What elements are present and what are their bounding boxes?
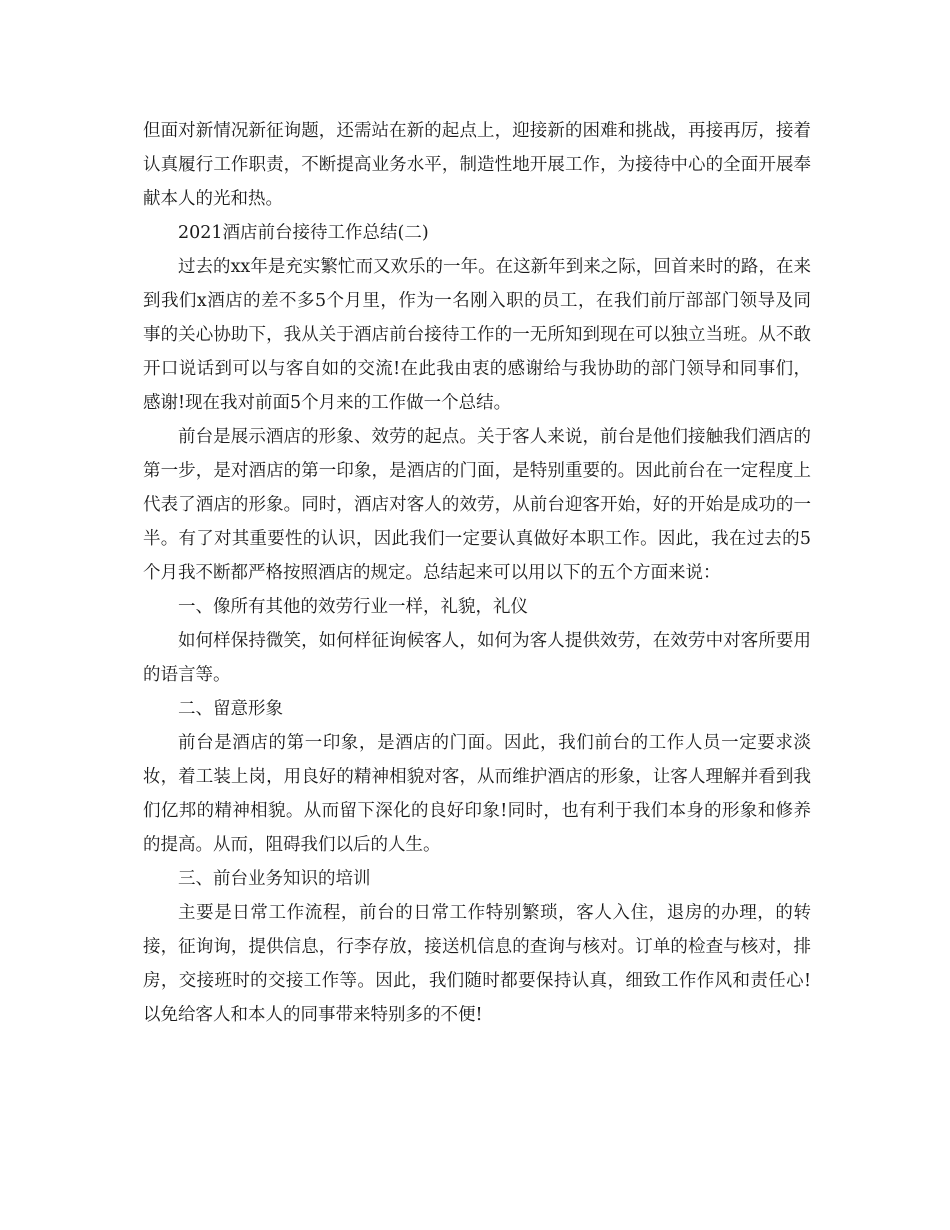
- paragraph-appearance: 前台是酒店的第一印象，是酒店的门面。因此，我们前台的工作人员一定要求淡妆，着工装上岗，用良好的精神相貌对客，从而维护酒店的形象，让客人理解并看到我们亿邦的精神相貌。从而留下深化的良好印象!同时，也有利于我们本身的形象和修养的提高。从而，阻碍我们以后的人生。: [143, 733, 811, 855]
- subheading-training: 三、前台业务知识的培训: [178, 869, 371, 889]
- paragraph-training: 主要是日常工作流程，前台的日常工作特别繁琐，客人入住，退房的办理，的转接，征询询，提供信息，行李存放，接送机信息的查询与核对。订单的检查与核对，排房，交接班时的交接工作等。因此，我们随时都要保持认真，细致工作作风和责任心!以免给客人和本人的同事带来特别多的不便!: [143, 903, 811, 1025]
- paragraph-etiquette: 如何样保持微笑，如何样征询候客人，如何为客人提供效劳，在效劳中对客所要用的语言等。: [143, 631, 811, 685]
- document-body: [143, 114, 811, 1032]
- subheading-appearance: 二、留意形象: [178, 699, 283, 719]
- paragraph-intro: 过去的xx年是充实繁忙而又欢乐的一年。在这新年到来之际，回首来时的路，在来到我们x酒店的差不多5个月里，作为一名刚入职的员工，在我们前厅部部门领导及同事的关心协助下，我从关于酒店前台接待工作的一无所知到现在可以独立当班。从不敢开口说话到可以与客自如的交流!在此我由衷的感谢给与我协助的部门领导和同事们，感谢!现在我对前面5个月来的工作做一个总结。: [143, 257, 811, 413]
- subheading-etiquette: 一、像所有其他的效劳行业一样，礼貌，礼仪: [178, 597, 528, 617]
- paragraph-front-desk-importance: 前台是展示酒店的形象、效劳的起点。关于客人来说，前台是他们接触我们酒店的第一步，是对酒店的第一印象，是酒店的门面，是特别重要的。因此前台在一定程度上代表了酒店的形象。同时，酒店对客人的效劳，从前台迎客开始，好的开始是成功的一半。有了对其重要性的认识，因此我们一定要认真做好本职工作。因此，我在过去的5个月我不断都严格按照酒店的规定。总结起来可以用以下的五个方面来说：: [143, 427, 811, 583]
- section-title: 2021酒店前台接待工作总结(二): [178, 223, 429, 243]
- paragraph-closing-continuation: 但面对新情况新征询题，还需站在新的起点上，迎接新的困难和挑战，再接再厉，接着认真履行工作职责，不断提高业务水平，制造性地开展工作，为接待中心的全面开展奉献本人的光和热。: [143, 121, 811, 209]
